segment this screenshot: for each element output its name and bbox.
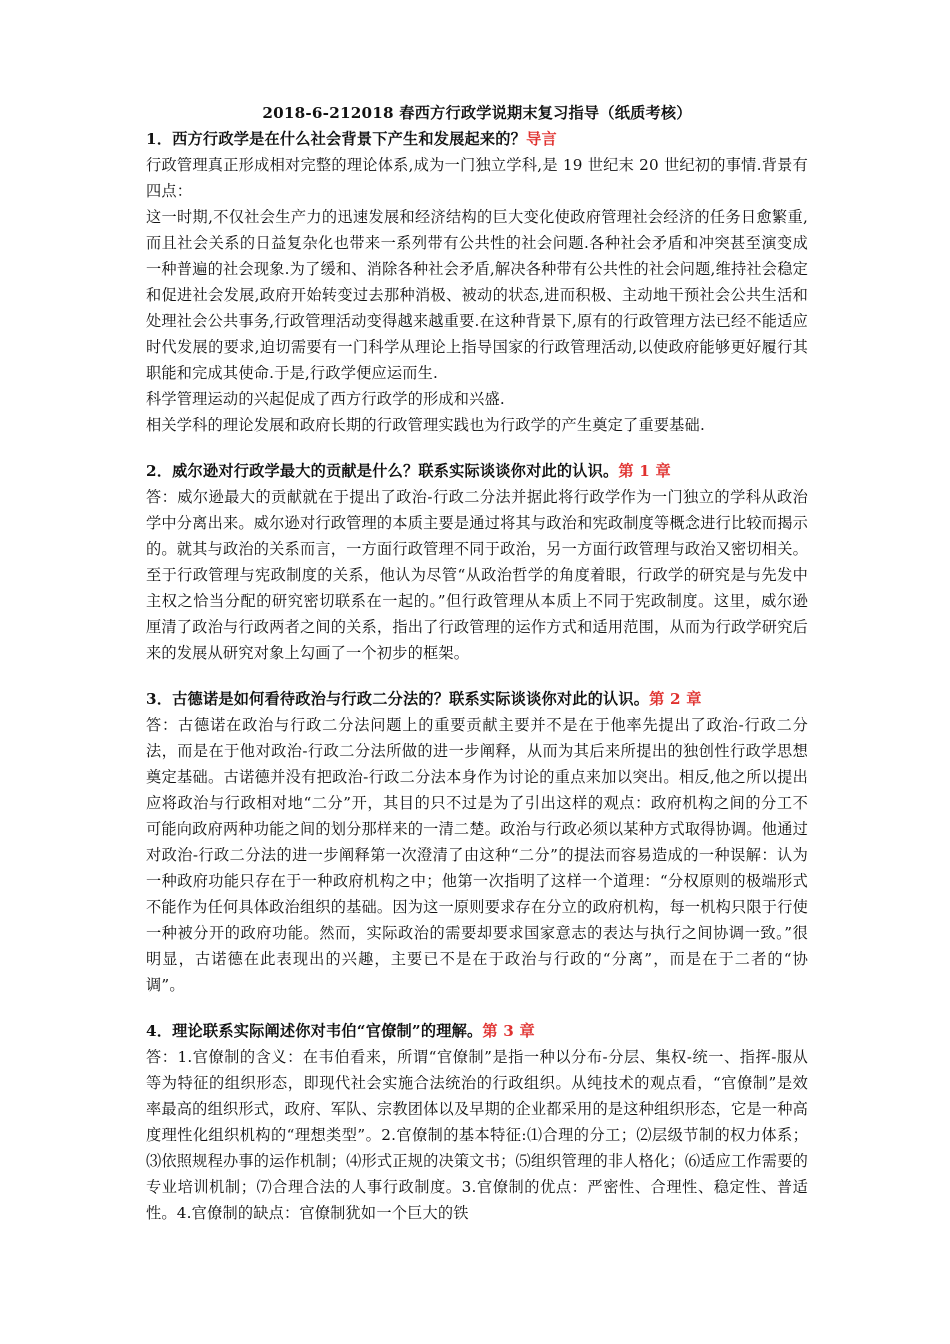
answer-paragraph: 科学管理运动的兴起促成了西方行政学的形成和兴盛.	[146, 390, 505, 408]
question-heading	[146, 458, 808, 484]
question-heading	[146, 686, 808, 712]
question-text: 2．威尔逊对行政学最大的贡献是什么？联系实际谈谈你对此的认识。	[146, 462, 619, 480]
chapter-tag: 第 2 章	[649, 690, 702, 708]
answer-paragraph: 相关学科的理论发展和政府长期的行政管理实践也为行政学的产生奠定了重要基础.	[146, 416, 705, 434]
answer-paragraph: 这一时期,不仅社会生产力的迅速发展和经济结构的巨大变化使政府管理社会经济的任务日愈繁重,而且社会关系的日益复杂化也带来一系列带有公共性的社会问题.各种社会矛盾和冲突甚至演变成一种普遍的社会现象.为了缓和、消除各种社会矛盾,解决各种带有公共性的社会问题,维持社会稳定和促进社会发展,政府开始转变过去那种消极、被动的状态,进而积极、主动地干预社会公共生活和处理社会公共事务,行政管理活动变得越来越重要.在这种背景下,原有的行政管理方法已经不能适应时代发展的要求,迫切需要有一门科学从理论上指导国家的行政管理活动,以使政府能够更好履行其职能和完成其使命.于是,行政学便应运而生.	[146, 208, 808, 382]
question-text: 1．西方行政学是在什么社会背景下产生和发展起来的？	[146, 130, 527, 148]
section-2	[146, 458, 808, 666]
answer-paragraph: 答：威尔逊最大的贡献就在于提出了政治-行政二分法并据此将行政学作为一门独立的学科从政治学中分离出来。威尔逊对行政管理的本质主要是通过将其与政治和宪政制度等概念进行比较而揭示的。就其与政治的关系而言，一方面行政管理不同于政治，另一方面行政管理与政治又密切相关。至于行政管理与宪政制度的关系，他认为尽管“从政治哲学的角度着眼，行政学的研究是与先发中主权之恰当分配的研究密切联系在一起的。”但行政管理从本质上不同于宪政制度。这里，威尔逊厘清了政治与行政两者之间的关系，指出了行政管理的运作方式和适用范围，从而为行政学研究后来的发展从研究对象上勾画了一个初步的框架。	[146, 488, 808, 662]
chapter-tag: 第 3 章	[482, 1022, 535, 1040]
document-title: 2018-6-212018 春西方行政学说期末复习指导（纸质考核）	[262, 104, 692, 122]
answer-paragraph: 行政管理真正形成相对完整的理论体系,成为一门独立学科,是 19 世纪末 20 世纪初的事情.背景有四点：	[146, 156, 808, 200]
question-text: 4．理论联系实际阐述你对韦伯“官僚制”的理解。	[146, 1022, 483, 1040]
chapter-tag: 导言	[526, 130, 557, 148]
section-3	[146, 686, 808, 998]
question-heading	[146, 1018, 808, 1044]
question-heading	[146, 126, 808, 152]
question-text: 3．古德诺是如何看待政治与行政二分法的？联系实际谈谈你对此的认识。	[146, 690, 650, 708]
section-1	[146, 126, 808, 438]
answer-paragraph: 答：1.官僚制的含义：在韦伯看来，所谓“官僚制”是指一种以分布-分层、集权-统一、指挥-服从等为特征的组织形态，即现代社会实施合法统治的行政组织。从纯技术的观点看，“官僚制”是效率最高的组织形式，政府、军队、宗教团体以及早期的企业都采用的是这种组织形态，它是一种高度理性化组织机构的“理想类型”。2.官僚制的基本特征:⑴合理的分工；⑵层级节制的权力体系；⑶依照规程办事的运作机制；⑷形式正规的决策文书；⑸组织管理的非人格化；⑹适应工作需要的专业培训机制；⑺合理合法的人事行政制度。3.官僚制的优点：严密性、合理性、稳定性、普适性。4.官僚制的缺点：官僚制犹如一个巨大的铁	[146, 1048, 808, 1222]
chapter-tag: 第 1 章	[618, 462, 671, 480]
answer-paragraph: 答：古德诺在政治与行政二分法问题上的重要贡献主要并不是在于他率先提出了政治-行政二分法，而是在于他对政治-行政二分法所做的进一步阐释，从而为其后来所提出的独创性行政学思想奠定基础。古诺德并没有把政治-行政二分法本身作为讨论的重点来加以突出。相反,他之所以提出应将政治与行政相对地“二分”开，其目的只不过是为了引出这样的观点：政府机构之间的分工不可能向政府两种功能之间的划分那样来的一清二楚。政治与行政必须以某种方式取得协调。他通过对政治-行政二分法的进一步阐释第一次澄清了由这种“二分”的提法而容易造成的一种误解：认为一种政府功能只存在于一种政府机构之中；他第一次指明了这样一个道理：“分权原则的极端形式不能作为任何具体政治组织的基础。因为这一原则要求存在分立的政府机构，每一机构只限于行使一种被分开的政府功能。然而，实际政治的需要却要求国家意志的表达与执行之间协调一致。”很明显，古诺德在此表现出的兴趣，主要已不是在于政治与行政的“分离”，而是在于二者的“协调”。	[146, 716, 808, 994]
document-page	[146, 100, 808, 1226]
section-4	[146, 1018, 808, 1226]
